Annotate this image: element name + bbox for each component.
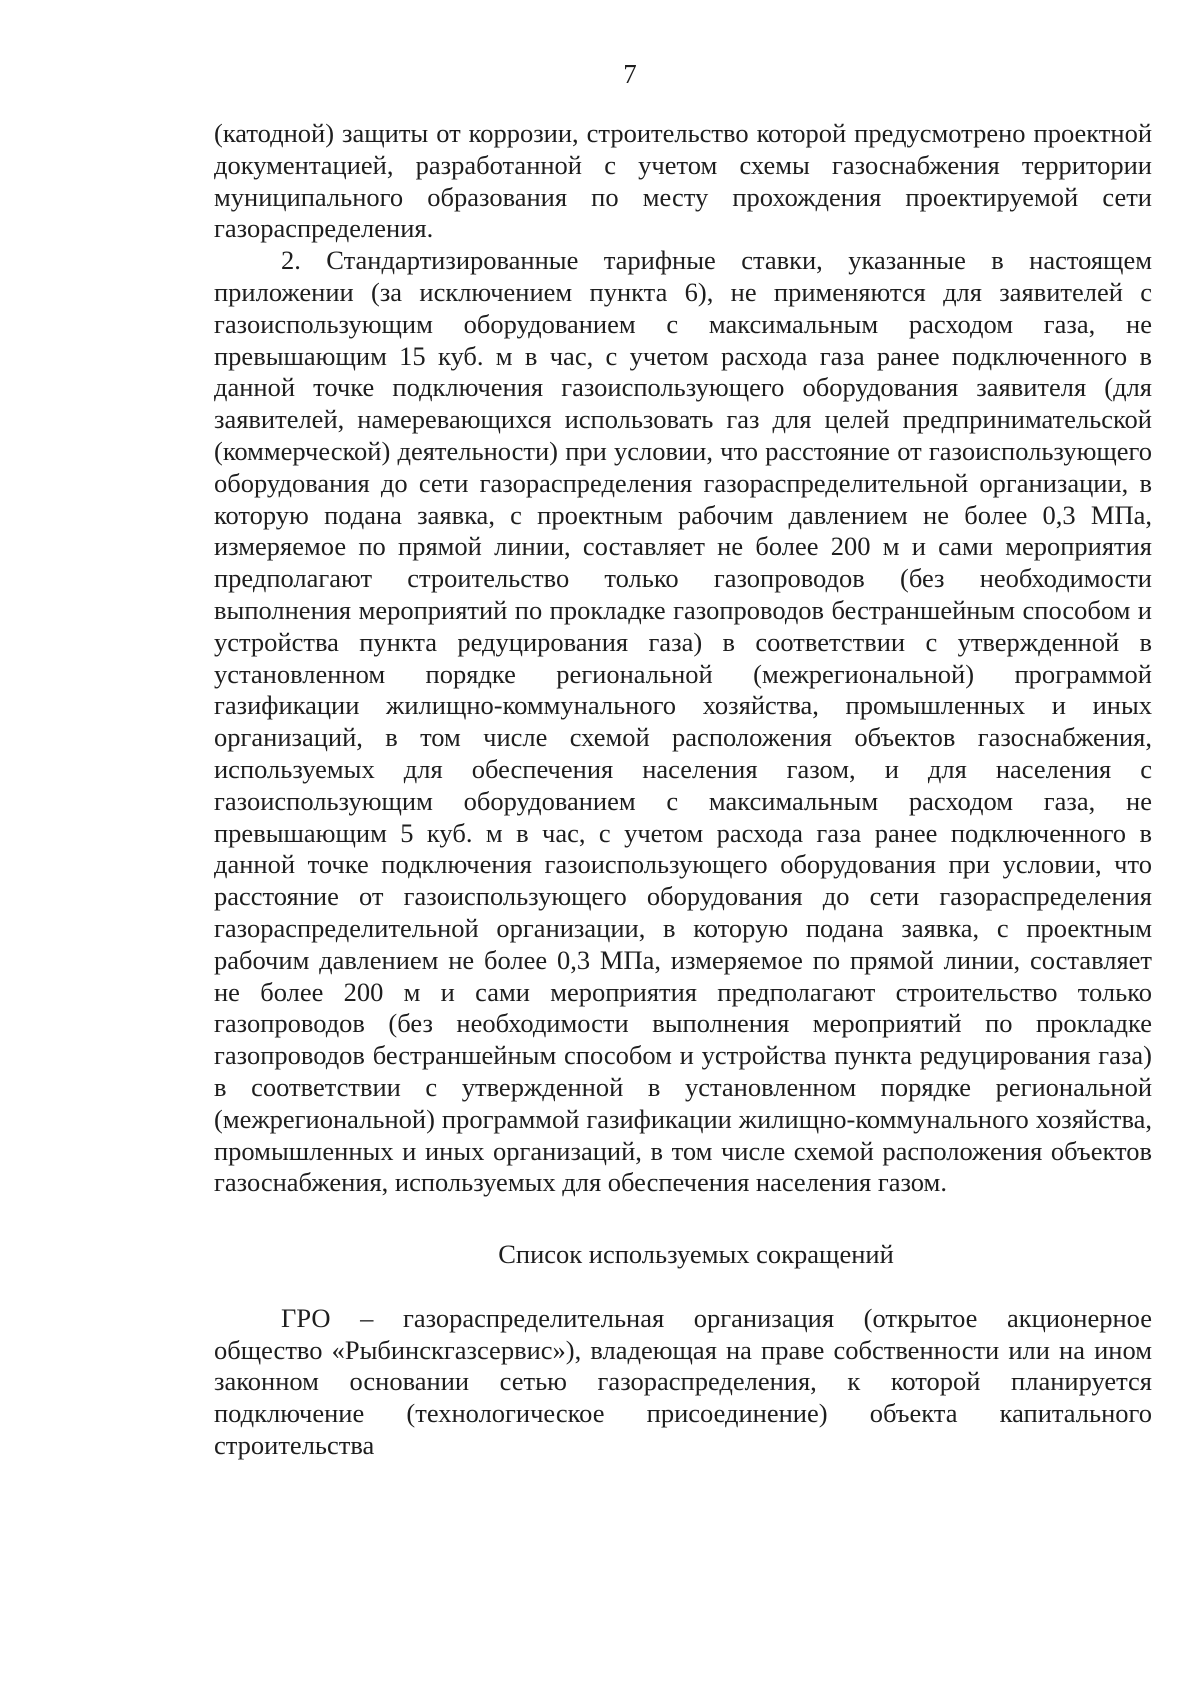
section-title: Список используемых сокращений [498, 1239, 894, 1270]
paragraph-continuation: (катодной) защиты от коррозии, строительство которой предусмотрено проектной документацией, разработанной с учетом схемы газоснабжения территории муниципального образования по месту прохождения проектируемой сети газораспределения. [214, 118, 1152, 244]
paragraph-2: 2. Стандартизированные тарифные ставки, указанные в настоящем приложении (за исключением пункта 6), не применяются для заявителей с газоиспользующим оборудованием с максимальным расходом газа, не превышающим 15 куб. м в час, с учетом расхода газа ранее подключенного в данной точке подключения газоиспользующего оборудования заявителя (для заявителей, намеревающихся использовать газ для целей предпринимательской (коммерческой) деятельности) при условии, что расстояние от газоиспользующего оборудования до сети газораспределения газораспределительной организации, в которую подана заявка, с проектным рабочим давлением не более 0,3 МПа, измеряемое по прямой линии, составляет не более 200 м и сами мероприятия предполагают строительство только газопроводов (без необходимости выполнения мероприятий по прокладке газопроводов бестраншейным способом и устройства пункта редуцирования газа) в соответствии с утвержденной в установленном порядке региональной (межрегиональной) программой газификации жилищно-коммунального хозяйства, промышленных и иных организаций, в том числе схемой расположения объектов газоснабжения, используемых для обеспечения населения газом, и для населения с газоиспользующим оборудованием с максимальным расходом газа, не превышающим 5 куб. м в час, с учетом расхода газа ранее подключенного в данной точке подключения газоиспользующего оборудования при условии, что расстояние от газоиспользующего оборудования до сети газораспределения газораспределительной организации, в которую подана заявка, с проектным рабочим давлением не более 0,3 МПа, измеряемое по прямой линии, составляет не более 200 м и сами мероприятия предполагают строительство только газопроводов (без необходимости выполнения мероприятий по прокладке газопроводов бестраншейным способом и устройства пункта редуцирования газа) в соответствии с утвержденной в установленном порядке региональной (межрегиональной) программой газификации жилищно-коммунального хозяйства, промышленных и иных организаций, в том числе схемой расположения объектов газоснабжения, используемых для обеспечения населения газом. [214, 245, 1152, 1198]
document-body [214, 118, 1152, 1462]
abbreviation-gro: ГРО – газораспределительная организация (открытое акционерное общество «Рыбинскгазсервис»), владеющая на праве собственности или на ином законном основании сетью газораспределения, к которой планируется подключение (технологическое присоединение) объекта капитального строительства [214, 1302, 1152, 1461]
page-number: 7 [623, 59, 637, 89]
